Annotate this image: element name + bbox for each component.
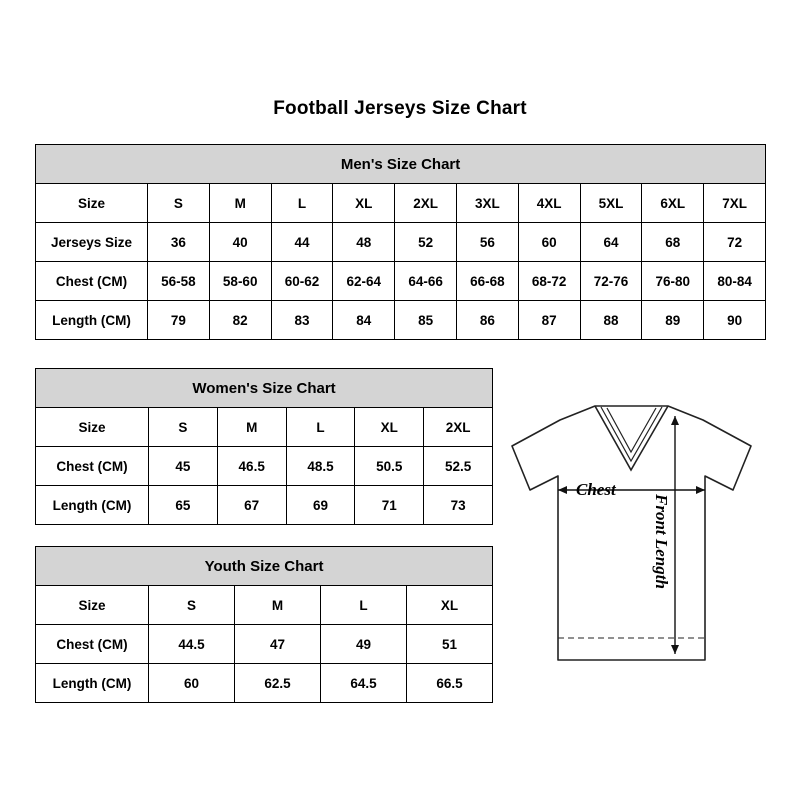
cell: 71 [355,486,424,525]
cell: 66.5 [407,664,493,703]
cell: 87 [518,301,580,340]
cell: 5XL [580,184,642,223]
cell: 80-84 [704,262,766,301]
cell: 51 [407,625,493,664]
table-row [36,447,493,486]
cell: L [286,408,355,447]
cell: 56 [456,223,518,262]
front-length-measure-label: Front Length [652,494,671,589]
table-row [36,625,493,664]
row-header: Chest (CM) [36,447,149,486]
cell: 85 [395,301,457,340]
cell: 2XL [395,184,457,223]
cell: 83 [271,301,333,340]
cell: 60-62 [271,262,333,301]
row-header: Length (CM) [36,486,149,525]
table-row [36,586,493,625]
cell: 72-76 [580,262,642,301]
table-row [36,486,493,525]
cell: 48.5 [286,447,355,486]
cell: 49 [321,625,407,664]
cell: 62-64 [333,262,395,301]
cell: 73 [424,486,493,525]
row-header: Jerseys Size [36,223,148,262]
cell: 66-68 [456,262,518,301]
table-row [36,262,766,301]
cell: 47 [235,625,321,664]
table-caption-row [36,145,766,184]
cell: S [148,184,210,223]
cell: 67 [217,486,286,525]
table-row [36,664,493,703]
cell: 52.5 [424,447,493,486]
t-shirt-icon [500,398,790,688]
cell: 90 [704,301,766,340]
cell: 68-72 [518,262,580,301]
cell: 44.5 [149,625,235,664]
cell: M [235,586,321,625]
cell: 52 [395,223,457,262]
cell: 62.5 [235,664,321,703]
cell: 60 [518,223,580,262]
cell: 46.5 [217,447,286,486]
cell: 60 [149,664,235,703]
youth-table-caption: Youth Size Chart [36,547,493,586]
cell: 3XL [456,184,518,223]
cell: L [271,184,333,223]
row-header: Chest (CM) [36,262,148,301]
cell: 36 [148,223,210,262]
cell: 64 [580,223,642,262]
cell: 2XL [424,408,493,447]
cell: M [209,184,271,223]
cell: 84 [333,301,395,340]
cell: 50.5 [355,447,424,486]
cell: 6XL [642,184,704,223]
cell: L [321,586,407,625]
row-header: Size [36,184,148,223]
cell: XL [355,408,424,447]
cell: 72 [704,223,766,262]
table-caption-row [36,547,493,586]
cell: 64-66 [395,262,457,301]
cell: 65 [149,486,218,525]
mens-size-table [35,144,766,340]
row-header: Size [36,408,149,447]
cell: 44 [271,223,333,262]
t-shirt-measurement-diagram [500,398,790,688]
cell: 7XL [704,184,766,223]
womens-size-table [35,368,493,525]
table-row [36,184,766,223]
cell: 86 [456,301,518,340]
cell: 79 [148,301,210,340]
mens-table-caption: Men's Size Chart [36,145,766,184]
cell: S [149,586,235,625]
cell: 68 [642,223,704,262]
cell: 82 [209,301,271,340]
table-row [36,301,766,340]
table-row [36,408,493,447]
cell: XL [407,586,493,625]
cell: 48 [333,223,395,262]
cell: 76-80 [642,262,704,301]
cell: 4XL [518,184,580,223]
cell: 45 [149,447,218,486]
cell: S [149,408,218,447]
row-header: Size [36,586,149,625]
table-caption-row [36,369,493,408]
row-header: Length (CM) [36,301,148,340]
cell: 88 [580,301,642,340]
page-title: Football Jerseys Size Chart [273,98,527,119]
row-header: Length (CM) [36,664,149,703]
cell: 89 [642,301,704,340]
row-header: Chest (CM) [36,625,149,664]
youth-size-table [35,546,493,703]
womens-table-caption: Women's Size Chart [36,369,493,408]
cell: M [217,408,286,447]
table-row [36,223,766,262]
cell: XL [333,184,395,223]
cell: 64.5 [321,664,407,703]
cell: 40 [209,223,271,262]
chest-measure-label: Chest [576,480,616,499]
cell: 69 [286,486,355,525]
cell: 58-60 [209,262,271,301]
cell: 56-58 [148,262,210,301]
